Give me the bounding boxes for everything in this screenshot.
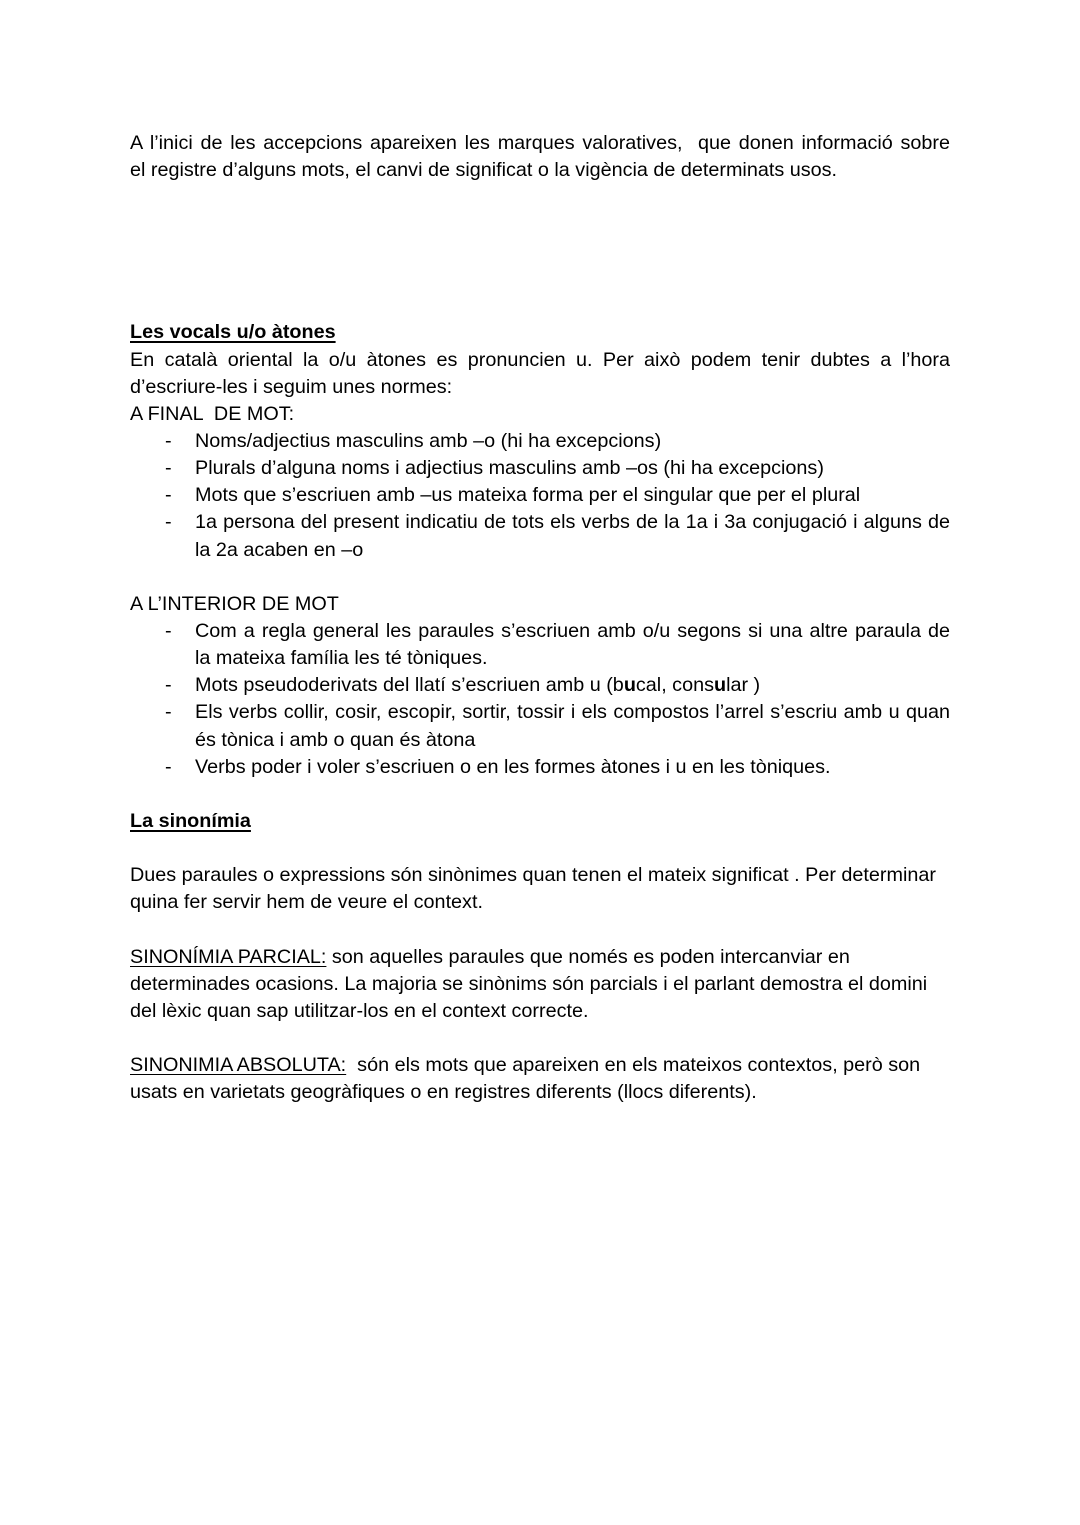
subsection-label-interior-de-mot: A L’INTERIOR DE MOT [130, 592, 339, 615]
paragraph-line [130, 944, 950, 971]
definition-line-1: Dues paraules o expressions són sinònimes quan tenen el mateix significat . Per determinar [130, 864, 936, 887]
section-vocals-atones [130, 319, 950, 780]
section-heading-sinonimia: La sinonímia [130, 809, 251, 832]
paragraph-line: usats en varietats geogràfiques o en registres diferents (llocs diferents). [130, 1081, 757, 1104]
list-bullet: - [165, 430, 172, 453]
heading-line [130, 808, 950, 835]
paragraph-line: determinades ocasions. La majoria se sinònims són parcials i el parlant demostra el domini [130, 972, 928, 995]
list-bullet: - [165, 511, 172, 534]
blank-line [130, 835, 950, 862]
list-final-de-mot [130, 428, 950, 564]
text-segment: cal, cons [635, 674, 714, 697]
paragraph-line: del lèxic quan sap utilitzar-los en el context correcte. [130, 999, 589, 1022]
term-label-absoluta: SINONIMIA ABSOLUTA: [130, 1054, 347, 1077]
list-item-line [195, 672, 950, 699]
term-definition-start: son aquelles paraules que només es poden intercanviar en [326, 945, 850, 968]
list-item-line: 1a persona del present indicatiu de tots els verbs de la 1a i 3a conjugació i alguns de [195, 511, 950, 534]
list-item [130, 482, 950, 509]
list-bullet: - [165, 620, 172, 642]
list-item-line: Com a regla general les paraules s’escriuen amb o/u segons si una altre paraula de [195, 620, 950, 642]
intro-line-1: A l’inici de les accepcions apareixen les marques valoratives, que donen informació sobre [130, 131, 950, 154]
list-item-line: la 2a acaben en –o [195, 538, 364, 561]
blank-space [130, 184, 950, 320]
blank-line [130, 781, 950, 808]
list-item-line: Noms/adjectius masculins amb –o (hi ha excepcions) [195, 430, 662, 453]
definition-paragraph [130, 862, 950, 916]
heading-line [130, 319, 950, 346]
list-item [130, 618, 950, 672]
list-item-line: Els verbs collir, cosir, escopir, sortir, tossir i els compostos l’arrel s’escriu amb u quan [195, 701, 950, 724]
definition-line-2: quina fer servir hem de veure el context. [130, 891, 483, 914]
blank-line [130, 1025, 950, 1052]
list-item-line: Plurals d’alguna noms i adjectius masculins amb –os (hi ha excepcions) [195, 457, 824, 480]
list-item [130, 672, 950, 699]
list-bullet: - [165, 674, 172, 697]
list-item-line: Verbs poder i voler s’escriuen o en les formes àtones i u en les tòniques. [195, 755, 831, 778]
list-item [130, 699, 950, 753]
list-bullet: - [165, 484, 172, 507]
term-label-parcial: SINONÍMIA PARCIAL: [130, 945, 327, 968]
section-sinonimia [130, 808, 950, 1107]
text-segment: Mots pseudoderivats del llatí s’escriuen amb u (b [195, 674, 624, 697]
list-bullet: - [165, 457, 172, 480]
list-bullet: - [165, 755, 172, 778]
sinonimia-parcial-paragraph [130, 944, 950, 1025]
list-bullet: - [165, 701, 172, 724]
intro-paragraph [130, 130, 950, 184]
list-interior-de-mot [130, 618, 950, 781]
bold-segment: u [713, 674, 727, 697]
list-item [130, 509, 950, 563]
list-item [130, 455, 950, 482]
blank-line [130, 564, 950, 591]
sinonimia-absoluta-paragraph [130, 1052, 950, 1106]
blank-line [130, 917, 950, 944]
term-definition-start: són els mots que apareixen en els mateixos contextos, però son [346, 1054, 921, 1077]
list-item-line: Mots que s’escriuen amb –us mateixa forma per el singular que per el plural [195, 484, 861, 507]
document-page [130, 130, 950, 1107]
subsection-label-final-de-mot: A FINAL DE MOT: [130, 402, 295, 425]
bold-segment: u [623, 674, 636, 697]
text-segment: lar ) [726, 674, 761, 697]
list-item-line: és tònica i amb o quan és àtona [195, 728, 476, 751]
vocals-intro-line-1: En català oriental la o/u àtones es pronuncien u. Per això podem tenir dubtes a l’hora [130, 348, 950, 371]
intro-line-2: el registre d’alguns mots, el canvi de significat o la vigència de determinats usos. [130, 158, 837, 181]
paragraph-line [130, 1052, 950, 1079]
list-item [130, 754, 950, 781]
vocals-intro-line-2: d’escriure-les i seguim unes normes: [130, 375, 453, 398]
list-item [130, 428, 950, 455]
list-item-line: la mateixa família les té tòniques. [195, 647, 488, 670]
section-heading-vocals: Les vocals u/o àtones [130, 321, 336, 344]
